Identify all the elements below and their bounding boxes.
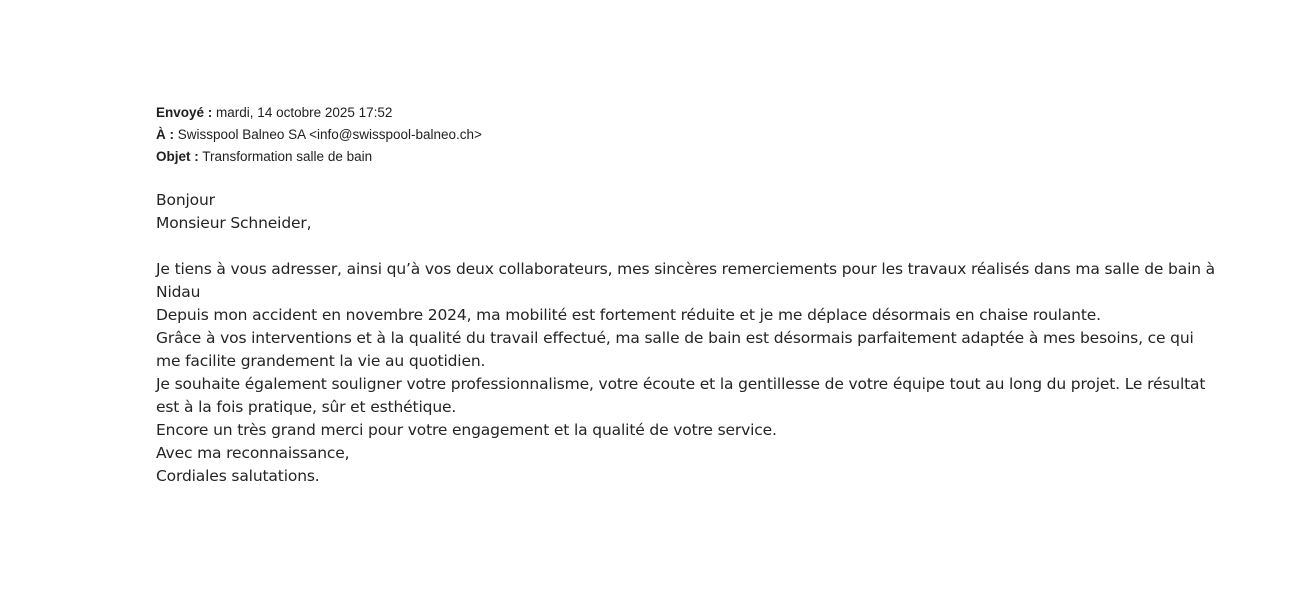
to-row xyxy=(156,124,1216,146)
subject-value: Transformation salle de bain xyxy=(202,149,373,164)
body-paragraph: Je tiens à vous adresser, ainsi qu’à vos deux collaborateurs, mes sincères remerciements pour les travaux réalisés dans ma salle de bain à Nidau xyxy=(156,260,1216,301)
greeting-line-2: Monsieur Schneider, xyxy=(156,214,312,232)
email-header xyxy=(156,102,1216,168)
subject-label: Objet : xyxy=(156,149,199,164)
blank-line xyxy=(156,235,1216,258)
email-message xyxy=(156,102,1216,488)
signoff-line: Cordiales salutations. xyxy=(156,467,320,485)
greeting-line-1: Bonjour xyxy=(156,191,215,209)
sent-label: Envoyé : xyxy=(156,105,213,120)
sent-row xyxy=(156,102,1216,124)
body-paragraph: Encore un très grand merci pour votre engagement et la qualité de votre service. xyxy=(156,421,777,439)
body-paragraph: Je souhaite également souligner votre professionnalisme, votre écoute et la gentillesse de votre équipe tout au long du projet. Le résultat est à la fois pratique, sûr et esthétique. xyxy=(156,375,1206,416)
to-value[interactable]: Swisspool Balneo SA <info@swisspool-balneo.ch> xyxy=(177,127,482,142)
body-paragraph: Grâce à vos interventions et à la qualité du travail effectué, ma salle de bain est désormais parfaitement adaptée à mes besoins, ce qui me facilite grandement la vie au quotidien. xyxy=(156,329,1194,370)
body-paragraph: Depuis mon accident en novembre 2024, ma mobilité est fortement réduite et je me déplace désormais en chaise roulante. xyxy=(156,306,1101,324)
to-label: À : xyxy=(156,127,174,142)
subject-row xyxy=(156,146,1216,168)
email-body xyxy=(156,189,1216,488)
closing-line: Avec ma reconnaissance, xyxy=(156,444,350,462)
sent-value: mardi, 14 octobre 2025 17:52 xyxy=(216,105,393,120)
